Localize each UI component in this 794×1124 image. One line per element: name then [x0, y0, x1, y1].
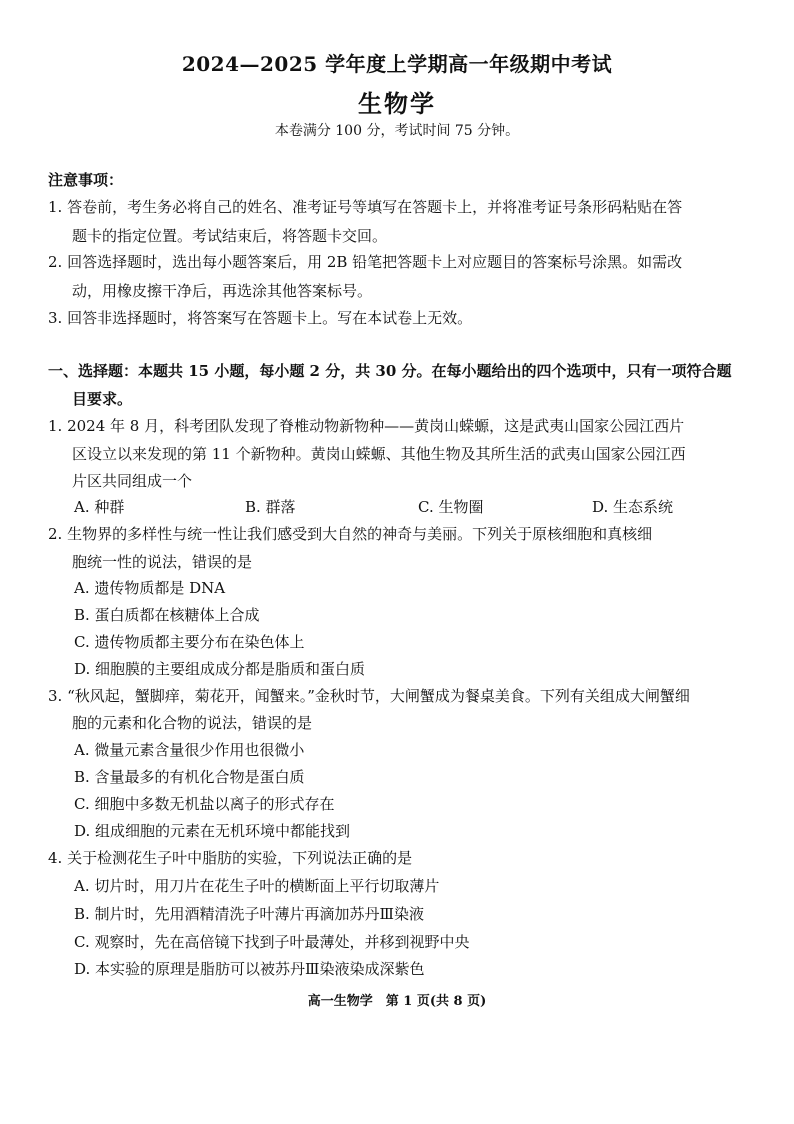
- exam-intro: 本卷满分 100 分，考试时间 75 分钟。: [274, 123, 520, 139]
- q2-option-b: B. 蛋白质都在核糖体上合成: [74, 606, 260, 624]
- page-footer: 高一生物学 第 1 页(共 8 页): [307, 994, 487, 1009]
- subject-title: 生物学: [358, 89, 436, 118]
- section-1-heading-cont: 目要求。: [72, 390, 133, 408]
- q4-stem-line-1: 4. 关于检测花生子叶中脂肪的实验，下列说法正确的是: [48, 849, 413, 867]
- q1-stem-line-3: 片区共同组成一个: [72, 472, 193, 490]
- note-2-line-1: 2. 回答选择题时，选出每小题答案后，用 2B 铅笔把答题卡上对应题目的答案标号涂黑。如需改: [48, 253, 683, 271]
- q2-stem-line-2: 胞统一性的说法，错误的是: [72, 553, 253, 571]
- q1-option-c: C. 生物圈: [418, 498, 484, 516]
- q3-stem-line-2: 胞的元素和化合物的说法，错误的是: [72, 714, 313, 732]
- notes-heading: 注意事项：: [48, 171, 124, 189]
- q3-option-c: C. 细胞中多数无机盐以离子的形式存在: [74, 795, 335, 813]
- section-1-heading: 一、选择题：本题共 15 小题，每小题 2 分，共 30 分。在每小题给出的四个选项中，只有一项符合题: [48, 362, 732, 380]
- q3-option-b: B. 含量最多的有机化合物是蛋白质: [74, 768, 305, 786]
- q4-option-d: D. 本实验的原理是脂肪可以被苏丹Ⅲ染液染成深紫色: [74, 960, 425, 978]
- exam-title: 2024—2025 学年度上学期高一年级期中考试: [181, 52, 613, 76]
- note-2-line-2: 动，用橡皮擦干净后，再选涂其他答案标号。: [72, 282, 373, 300]
- q1-option-d: D. 生态系统: [592, 498, 674, 516]
- note-1-line-1: 1. 答卷前，考生务必将自己的姓名、准考证号等填写在答题卡上，并将准考证号条形码粘贴在答: [48, 198, 683, 216]
- q1-option-a: A. 种群: [74, 498, 125, 516]
- q2-option-a: A. 遗传物质都是 DNA: [74, 579, 226, 597]
- q3-option-d: D. 组成细胞的元素在无机环境中都能找到: [74, 822, 351, 840]
- q1-stem-line-1: 1. 2024 年 8 月，科考团队发现了脊椎动物新物种——黄岗山蝾螈，这是武夷山国家公园江西片: [48, 417, 685, 435]
- note-1-line-2: 题卡的指定位置。考试结束后，将答题卡交回。: [72, 227, 388, 245]
- note-3-line-1: 3. 回答非选择题时，将答案写在答题卡上。写在本试卷上无效。: [48, 309, 473, 327]
- q1-options: [0, 497, 794, 519]
- q3-stem-line-1: 3. “秋风起，蟹脚痒，菊花开，闻蟹来。”金秋时节，大闸蟹成为餐桌美食。下列有关组成大闸蟹细: [48, 687, 690, 705]
- q2-option-c: C. 遗传物质都主要分布在染色体上: [74, 633, 305, 651]
- q4-option-b: B. 制片时，先用酒精清洗子叶薄片再滴加苏丹Ⅲ染液: [74, 905, 425, 923]
- q2-option-d: D. 细胞膜的主要组成成分都是脂质和蛋白质: [74, 660, 366, 678]
- q4-option-c: C. 观察时，先在高倍镜下找到子叶最薄处，并移到视野中央: [74, 933, 470, 951]
- q1-option-b: B. 群落: [245, 498, 296, 516]
- q1-stem-line-2: 区设立以来发现的第 11 个新物种。黄岗山蝾螈、其他生物及其所生活的武夷山国家公园江西: [72, 445, 686, 463]
- q4-option-a: A. 切片时，用刀片在花生子叶的横断面上平行切取薄片: [74, 877, 440, 895]
- q3-option-a: A. 微量元素含量很少作用也很微小: [74, 741, 305, 759]
- q2-stem-line-1: 2. 生物界的多样性与统一性让我们感受到大自然的神奇与美丽。下列关于原核细胞和真核细: [48, 525, 653, 543]
